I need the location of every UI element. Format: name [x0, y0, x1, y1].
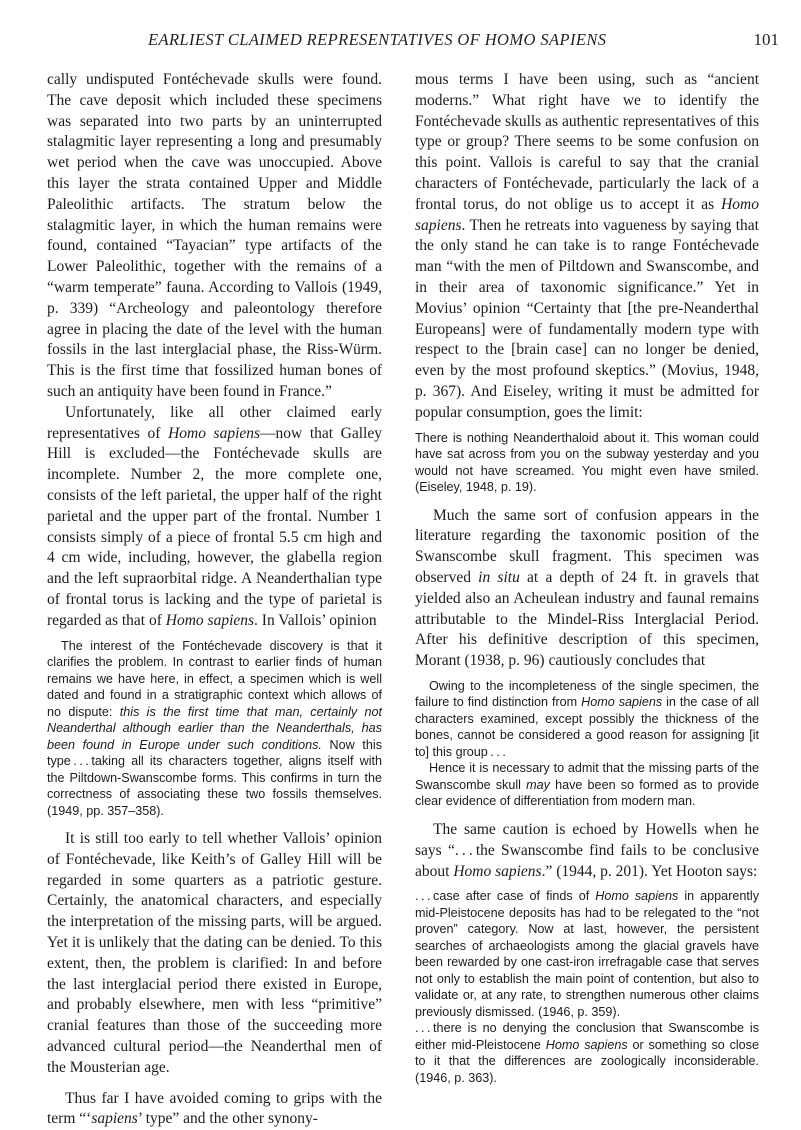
text: Hence it is necessary to admit that the missing parts of the Swanscombe skull	[415, 761, 759, 792]
italic-term: sapiens	[91, 1110, 138, 1128]
text: The interest of the Fontéchevade discovery is that it clarifies the problem. In contrast to earlier finds of human remains we have here, in effect, a specimen which is well dated and found in a stratigraphic context which allows of no dispute:	[47, 638, 382, 719]
block-quote	[415, 678, 759, 761]
paragraph	[47, 1089, 382, 1130]
italic-term: Homo sapiens	[453, 862, 542, 880]
text: . . . case after case of finds of	[415, 889, 596, 904]
page-number: 101	[753, 30, 779, 49]
paragraph	[47, 70, 382, 403]
italic-term: Homo sapiens	[545, 1037, 628, 1052]
running-title: EARLIEST CLAIMED REPRESENTATIVES OF HOMO SAPIENS	[148, 30, 607, 49]
text: in the case of all characters examined, except possibly the thickness of the bones, cannot be considered a good reason for assigning [it to] this group . . .	[415, 695, 759, 759]
block-quote	[415, 760, 759, 810]
paragraph	[415, 820, 759, 882]
text: It is still too early to tell whether Vallois’ opinion of Fontéchevade, like Keith’s of Galley Hill will be regarded in some quarters as a patriotic gesture. Certainly, the anatomical characters, and especially the interpretation of the missing parts, will be argued. Yet it is unlikely that the dating can be denied. To this extent, then, the problem is clarified: In and before the last interglacial period there existed in Europe, and probably elsewhere, men with less “primitive” cranial features than those of the succeeding more advanced cultural period—the Neanderthal men of the Mousterian age.	[47, 830, 382, 1076]
text: . In Vallois’ opinion	[254, 611, 377, 629]
text: . Then he retreats into vagueness by saying that the only stand he can take is to range Fontéchevade man “with the men of Piltdown and Swanscombe, and in their area of taxonomic significance.” Yet in Movius’ opinion “Certainty that [the pre-Neanderthal Europeans] were of fundamentally modern type with respect to the [brain case] can no longer be denied, even by the most profound skeptics.” (Movius, 1948, p. 367). And Eiseley, writing it must be admitted for popular consumption, goes the limit:	[415, 216, 759, 421]
text: have been so formed as to provide clear evidence of differentiation from modern man.	[415, 777, 759, 809]
left-column	[47, 70, 382, 1130]
text: in apparently mid-Pleistocene deposits has had to be relegated to the “not proven” category. Now at last, however, the persistent searches of archaeologists among the glacial gravels have been rewarded by one cast-iron irrefragable case that serves not only to establish the main point of contention, but also to validate or, at any rate, to strengthen numerous other claims previously dismissed. (1946, p. 359).	[415, 889, 759, 1019]
paragraph	[47, 829, 382, 1079]
italic-term: Homo sapiens	[168, 424, 261, 442]
italic-term: in situ	[478, 568, 520, 586]
text: ’ type” and the other synony-	[137, 1110, 318, 1128]
text: at a depth of 24 ft. in gravels that yielded also an Acheulean industry and faunal remains attributable to the Mindel-Riss Interglacial Period. After his definitive description of this specimen, Morant (1938, p. 96) cautiously concludes that	[415, 568, 760, 670]
text: Unfortunately, like all other claimed early representatives of	[47, 403, 382, 442]
block-quote	[415, 888, 759, 1020]
block-quote	[47, 638, 382, 820]
italic-term: Homo sapiens	[581, 695, 663, 710]
block-quote	[415, 1020, 759, 1086]
text: —now that Galley Hill is excluded—the Fontéchevade skulls are incomplete. Number 2, the more complete one, consists of the left parietal, the upper half of the right parietal and the upper part of the frontal. Number 1 consists simply of a piece of frontal 5.5 cm high and 4 cm wide, including, however, the glabella region and the left supraorbital ridge. A Neanderthalian type of frontal torus is lacking and the type of parietal is regarded as that of	[47, 424, 382, 629]
paragraph	[47, 403, 382, 632]
text: mous terms I have been using, such as “ancient moderns.” What right have we to identify the Fontéchevade skulls as authentic representatives of this type or group? There seems to be some confusion on this point. Vallois is careful to say that the cranial characters of Fontéchevade, particularly the lack of a frontal torus, do not oblige us to accept it as	[415, 71, 759, 213]
text: Owing to the incompleteness of the single specimen, the failure to find distinction from	[415, 678, 759, 710]
right-column	[415, 70, 759, 1086]
paragraph	[415, 70, 759, 424]
paragraph	[415, 506, 759, 672]
italic-term: Homo sapiens	[415, 195, 759, 234]
text: . . . there is no denying the conclusion that Swanscombe is either mid-Pleistocene	[415, 1021, 759, 1052]
text: Much the same sort of confusion appears in the literature regarding the taxonomic position of the Swanscombe skull fragment. This specimen was observed	[415, 506, 759, 586]
italic-emphasis: this is the first time that man, certainly not Neanderthal although earlier than the Neanderthals, has been found in Europe under such conditions.	[47, 704, 382, 752]
text: The same caution is echoed by Howells when he says “. . . the Swanscombe find fails to be conclusive about	[415, 820, 759, 880]
text: .” (1944, p. 201). Yet Hooton says:	[541, 862, 758, 880]
text: cally undisputed Fontéchevade skulls were found. The cave deposit which included these specimens was separated into two parts by an uninterrupted stalagmitic layer representing a long and presumably wet period when the cave was unoccupied. Above this layer the strata contained Upper and Middle Paleolithic artifacts. The stratum below the stalagmitic layer, in which the human remains were found, contained “Tayacian” type artifacts of the Lower Paleolithic, together with the remains of a “warm temperate” fauna. According to Vallois (1949, p. 339) “Archeology and paleontology therefore agree in placing the date of the level with the human fossils in the last interglacial phase, the Riss-Würm. This is the first time that fossilized human bones of such an antiquity have been found in France.”	[47, 71, 382, 400]
text: Thus far I have avoided coming to grips with the term “‘	[47, 1089, 382, 1128]
text: or something so close to it that the differences are zoologically inconsiderable. (1946, p. 363).	[415, 1037, 759, 1085]
text: Now this type . . . taking all its characters together, aligns itself with the Piltdown-Swanscombe forms. This confirms in turn the correctness of associating these two fossils themselves. (1949, pp. 357–358).	[47, 737, 382, 818]
text: There is nothing Neanderthaloid about it. This woman could have sat across from you on the subway yesterday and you would not have screamed. You might even have smiled. (Eiseley, 1948, p. 19).	[415, 430, 759, 495]
italic-term: Homo sapiens	[165, 611, 255, 629]
block-quote	[415, 430, 759, 496]
italic-term: Homo sapiens	[595, 889, 679, 904]
italic-emphasis: may	[526, 777, 550, 792]
